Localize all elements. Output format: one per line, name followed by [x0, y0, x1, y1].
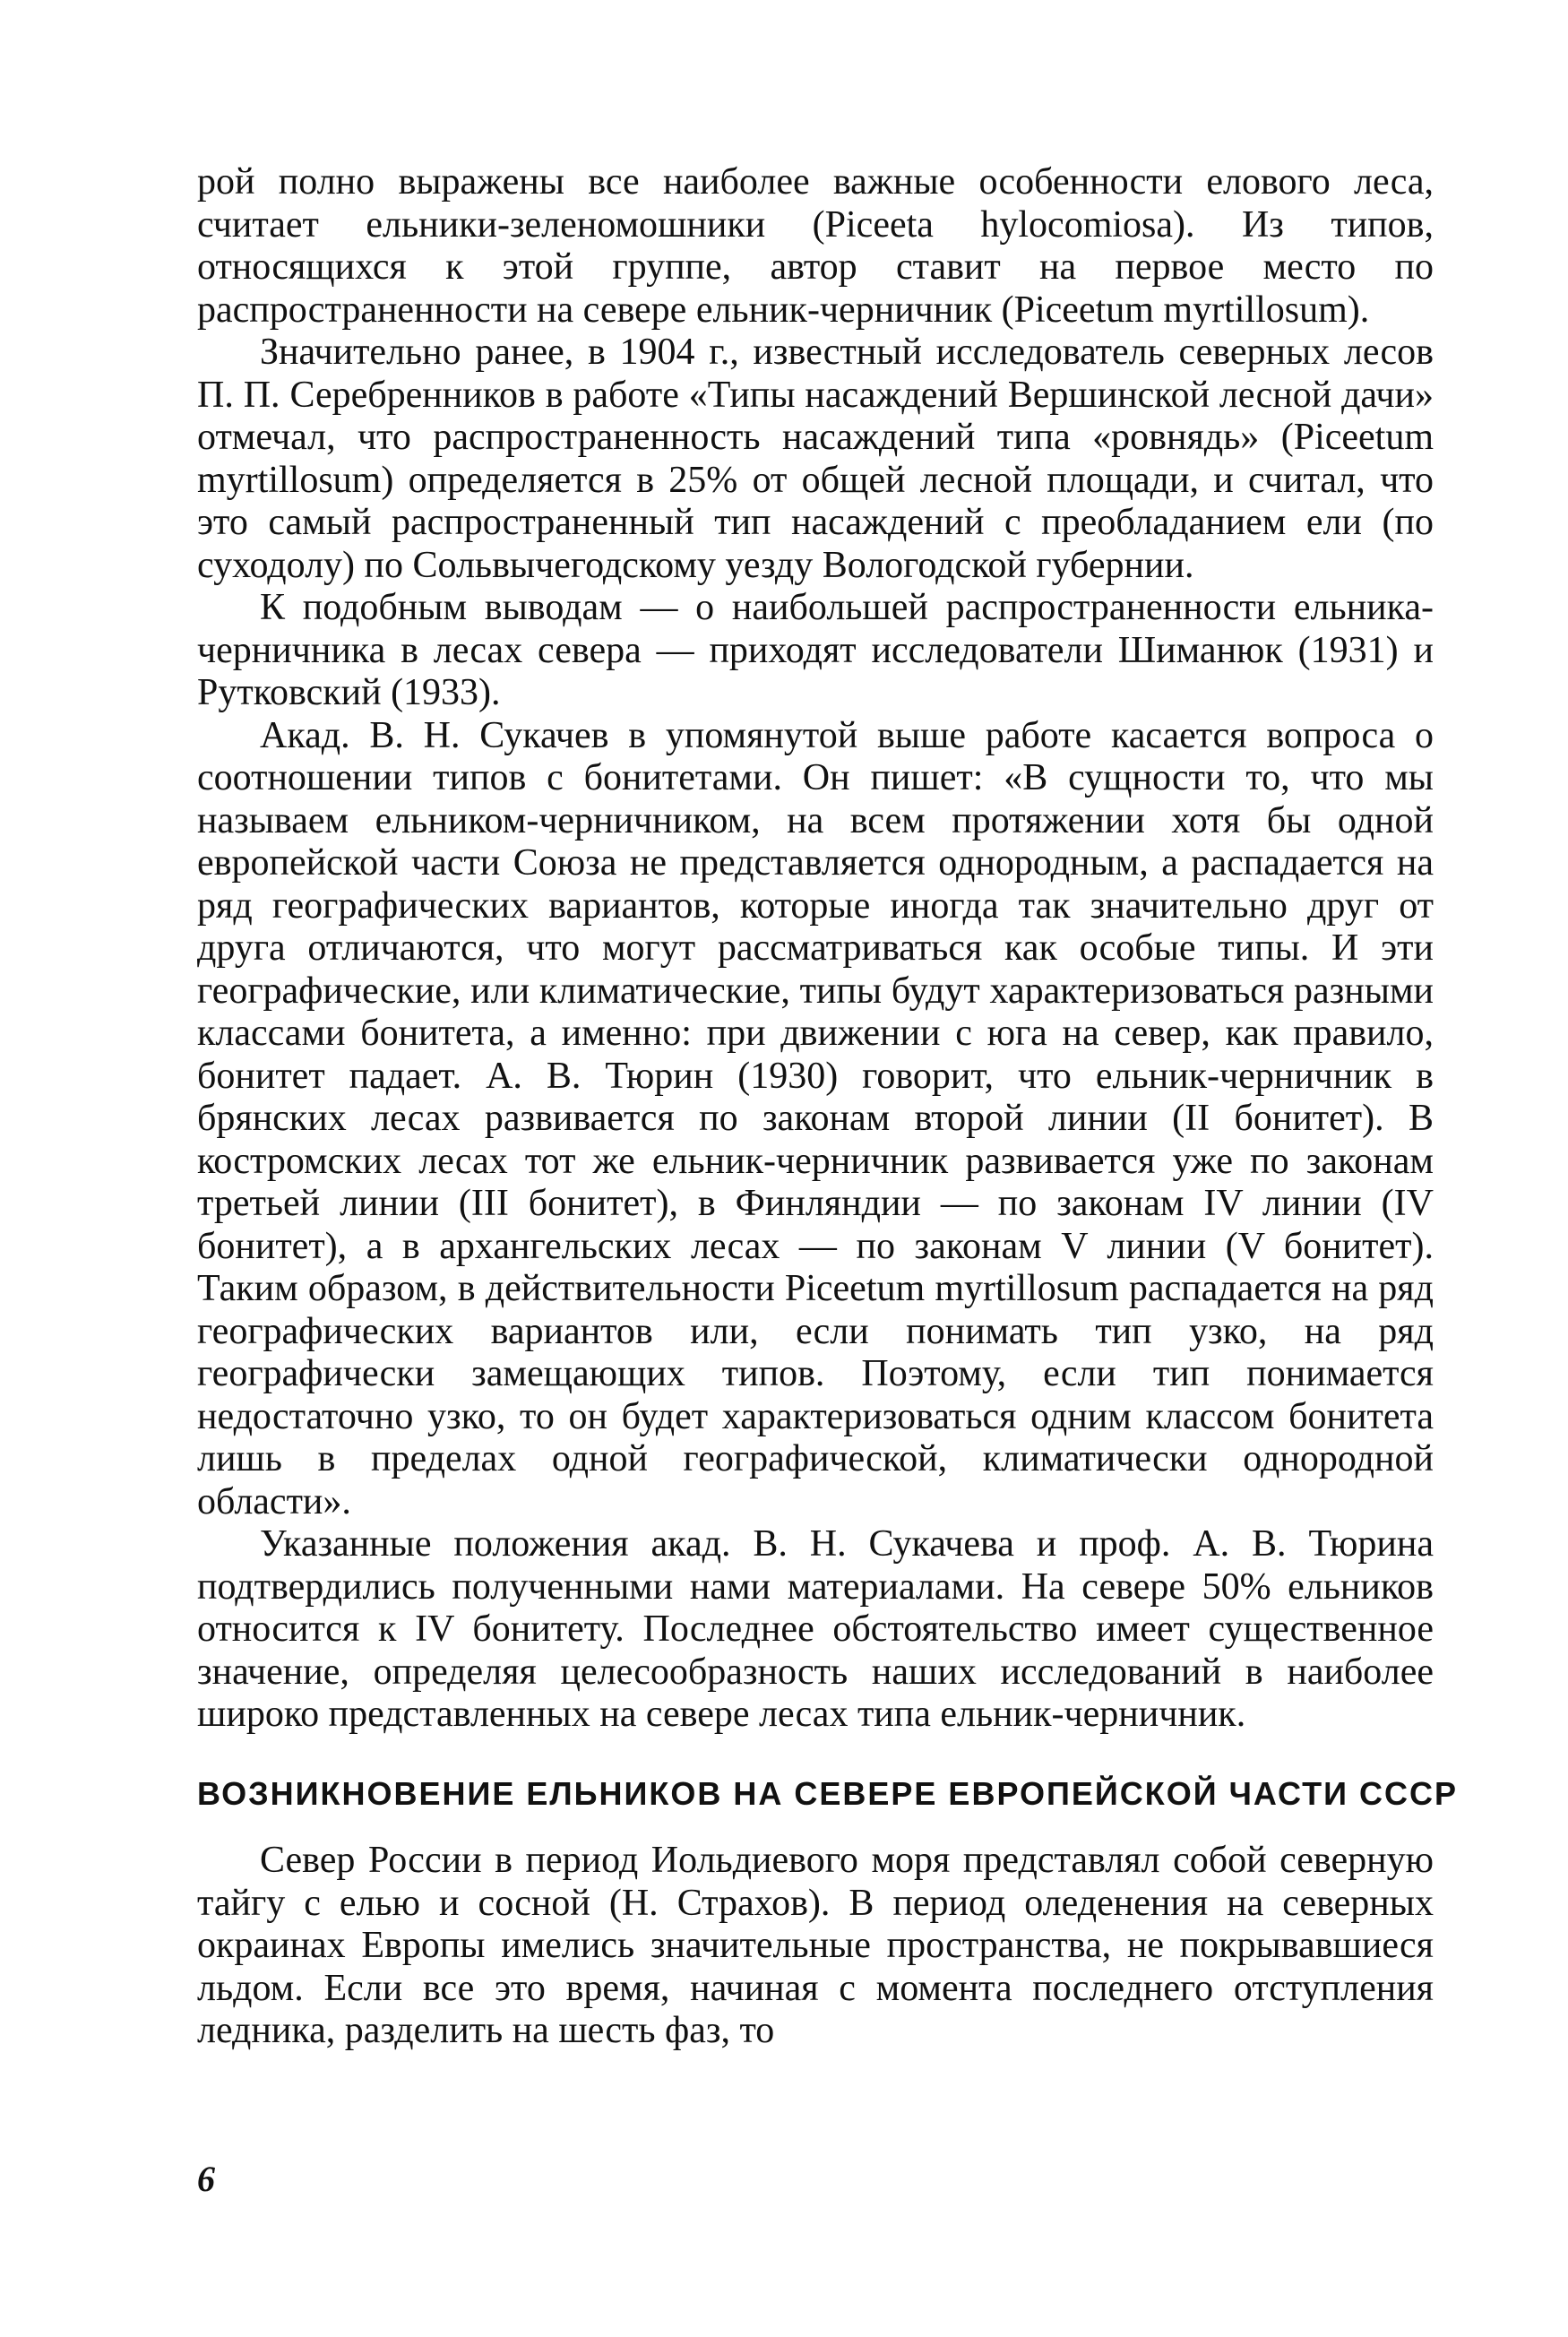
paragraph-similar-conclusions: К подобным выводам — о наибольшей распространенности ельника-черничника в лесах севера — приходят исследователи Шиманюк (1931) и Рутковский (1933).	[197, 587, 1434, 713]
page-number: 6	[197, 2159, 215, 2199]
paragraph-continuation: рой полно выражены все наиболее важные особенности елового леса, считает ельники-зеленомошники (Piceeta hylocomiosa). Из типов, относящихся к этой группе, автор ставит на первое место по распространенности на севере ельник-черничник (Piceetum myrtillosum).	[197, 161, 1434, 331]
page-body	[197, 161, 1458, 2053]
paragraph-confirmation: Указанные положения акад. В. Н. Сукачева и проф. А. В. Тюрина подтвердились полученными нами материалами. На севере 50% ельников относится к IV бонитету. Последнее обстоятельство имеет существенное значение, определяя целесообразность наших исследований в наиболее широко представленных на севере лесах типа ельник-черничник.	[197, 1523, 1434, 1735]
section-heading: ВОЗНИКНОВЕНИЕ ЕЛЬНИКОВ НА СЕВЕРЕ ЕВРОПЕЙСКОЙ ЧАСТИ СССР	[197, 1774, 1458, 1812]
paragraph-serebrennikov: Значительно ранее, в 1904 г., известный исследователь северных лесов П. П. Серебренников в работе «Типы насаждений Вершинской лесной дачи» отмечал, что распространенность насаждений типа «ровнядь» (Piceetum myrtillosum) определяется в 25% от общей лесной площади, и считал, что это самый распространенный тип насаждений с преобладанием ели (по суходолу) по Сольвычегодскому уезду Вологодской губернии.	[197, 332, 1434, 586]
paragraph-sukachev-quote: Акад. В. Н. Сукачев в упомянутой выше работе касается вопроса о соотношении типов с бонитетами. Он пишет: «В сущности то, что мы называем ельником-черничником, на всем протяжении хотя бы одной европейской части Союза не представляется однородным, а распадается на ряд географических вариантов, которые иногда так значительно друг от друга отличаются, что могут рассматриваться как особые типы. И эти географические, или климатические, типы будут характеризоваться разными классами бонитета, а именно: при движении с юга на север, как правило, бонитет падает. А. В. Тюрин (1930) говорит, что ельник-черничник в брянских лесах развивается по законам второй линии (II бонитет). В костромских лесах тот же ельник-черничник развивается уже по законам третьей линии (III бонитет), в Финляндии — по законам IV линии (IV бонитет), а в архангельских лесах — по законам V линии (V бонитет). Таким образом, в действительности Piceetum myrtillosum распадается на ряд географических вариантов или, если понимать тип узко, на ряд географически замещающих типов. Поэтому, если тип понимается недостаточно узко, то он будет характеризоваться одним классом бонитета лишь в пределах одной географической, климатически однородной области».	[197, 714, 1434, 1522]
paragraph-north-russia: Север России в период Иольдиевого моря представлял собой северную тайгу с елью и сосной (Н. Страхов). В период оледенения на северных окраинах Европы имелись значительные пространства, не покрывавшиеся льдом. Если все это время, начиная с момента последнего отступления ледника, разделить на шесть фаз, то	[197, 1840, 1434, 2051]
